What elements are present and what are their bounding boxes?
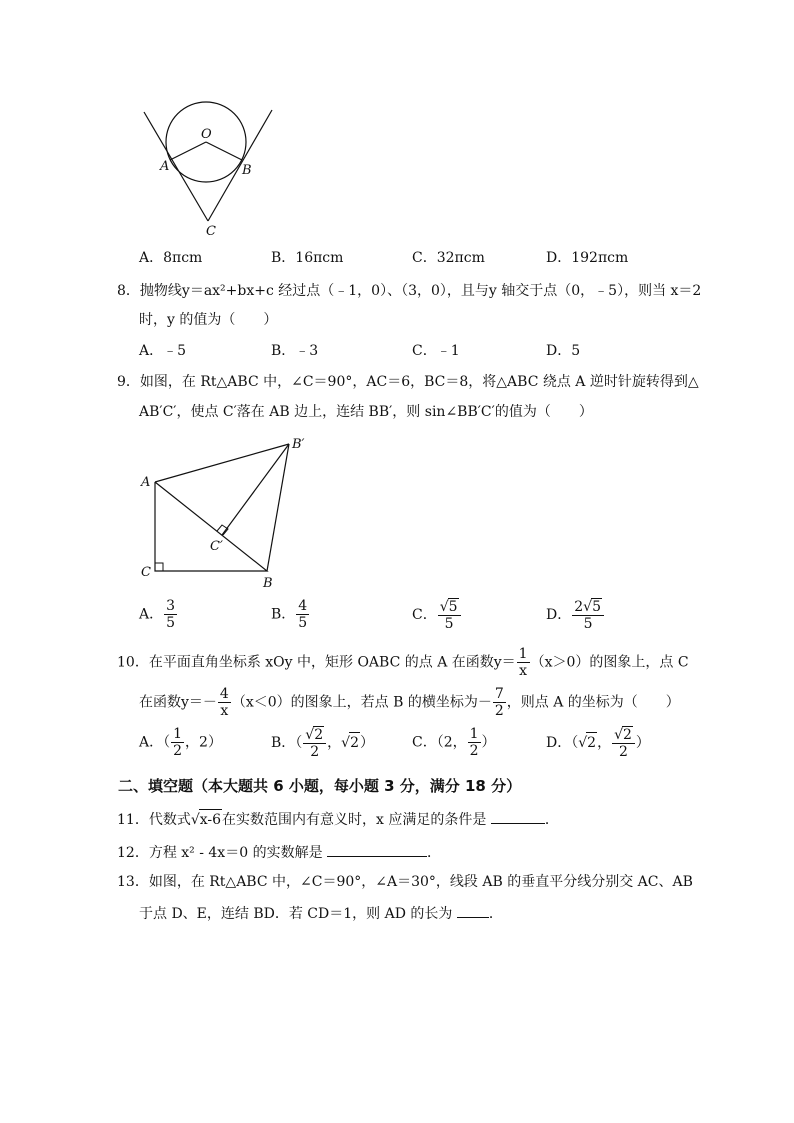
suffix: ） [635,735,650,751]
q10-line1 [117,646,689,679]
q7-option-b[interactable]: B．16πcm [271,250,344,266]
figure-rotated-triangle [135,432,325,597]
q12-end: ． [427,845,442,861]
tangent-right [208,110,272,221]
q11-end: ． [544,812,559,828]
radius-oa [170,142,206,160]
radicand: 2 [586,732,597,753]
fraction [171,726,184,759]
q10-line2 [139,686,680,719]
right-angle-mark-c [155,563,163,571]
coefficient: 2 [574,599,584,615]
q13-line2-text: 于点 D、E，连结 BD．若 CD＝1，则 AD 的长为 [139,906,453,922]
fraction [493,686,506,719]
numerator: 4 [298,598,308,614]
denominator: 2 [494,703,504,719]
numerator: 3 [166,598,176,614]
sqrt-sign-icon: √ [614,727,623,743]
q8-option-a[interactable]: A．﹣5 [139,343,187,359]
fraction [517,646,530,679]
mid: ， [597,735,612,751]
denominator: 2 [310,744,320,760]
q8-option-d[interactable]: D．5 [546,343,581,359]
prefix: C．（2， [412,734,467,751]
prefix: A．（ [139,734,171,751]
q12 [117,842,441,863]
q9-option-b[interactable] [271,598,310,631]
label-a: A [160,159,170,174]
section-2-title: 二、填空题（本大题共 6 小题，每小题 3 分，满分 18 分） [118,777,522,795]
sqrt-sign-icon: √ [305,727,315,743]
q9-option-b-prefix: B． [271,606,296,623]
q11-suffix: 在实数范围内有意义时，x 应满足的条件是 [222,812,487,828]
denominator: 5 [166,615,176,631]
fraction [164,598,177,631]
q8-line1: 8．抛物线y＝ax²+bx+c 经过点（﹣1，0）、（3，0），且与y 轴交于点（0，﹣5），则当 x＝2 [117,283,702,299]
answer-blank[interactable] [491,809,545,824]
prefix: B．（ [271,735,303,751]
denominator: x [519,663,528,679]
numerator [572,598,604,616]
numerator: 1 [469,726,479,742]
numerator: 7 [494,686,504,702]
q9-option-a-prefix: A． [139,606,164,623]
sqrt-sign-icon: √ [583,599,593,615]
suffix: ，2） [185,734,222,751]
answer-blank[interactable] [457,903,489,918]
denominator: 5 [583,616,593,632]
sqrt-sign-icon: √ [439,599,449,615]
radius-ob [206,142,242,160]
radicand: x-6 [199,809,222,830]
radicand: 5 [592,599,601,615]
q7-option-a[interactable]: A．8πcm [139,250,203,266]
q9-option-d[interactable] [546,598,605,632]
radicand: 5 [448,599,458,615]
segment-bb-prime [267,444,289,571]
denominator: 5 [298,615,308,631]
sqrt-sign-icon: √ [190,812,200,828]
q12-text: 12．方程 x² - 4x＝0 的实数解是 [117,845,323,861]
label-c-prime: C′ [210,539,223,554]
fraction [296,598,309,631]
label-a: A [141,475,151,490]
q9-option-d-prefix: D． [546,607,572,623]
numerator: 1 [518,646,528,662]
numerator: 4 [219,686,229,702]
label-b: B [263,576,273,591]
q11-prefix: 11．代数式 [117,812,191,828]
q8-line2: 时，y 的值为（ ） [139,312,278,328]
numerator [612,726,635,744]
label-c: C [141,565,151,580]
figure-circle-tangents [130,100,290,240]
q10-line2-text-b: （x＜0）的图象上，若点 B 的横坐标为－ [231,694,492,711]
fraction [218,686,231,719]
q10-option-c[interactable] [412,726,496,759]
q7-option-c[interactable]: C．32πcm [412,250,485,266]
label-b: B [242,163,252,178]
sqrt-sign-icon: √ [341,735,351,751]
denominator: 2 [469,743,479,759]
fraction [612,726,635,760]
radicand: 2 [349,732,360,753]
denominator: x [220,703,229,719]
segment-ab-prime [155,444,289,482]
suffix: ） [481,734,496,751]
q8-option-c[interactable]: C．﹣1 [412,343,460,359]
q13-end: ． [488,906,503,922]
q9-option-a[interactable] [139,598,178,631]
q9-option-c[interactable] [412,598,462,632]
label-o: O [201,127,212,142]
q13-line2 [139,903,503,924]
q8-option-b[interactable]: B．﹣3 [271,343,319,359]
denominator: 2 [619,744,628,760]
suffix: ） [359,735,374,751]
q10-line2-text-c: ，则点 A 的坐标为（ ） [506,694,680,711]
mid: ， [327,735,342,751]
answer-blank[interactable] [327,842,427,857]
tangent-left [144,112,208,221]
radicand: 2 [314,727,324,743]
numerator [303,726,326,744]
q13-line1: 13．如图，在 Rt△ABC 中，∠C＝90°，∠A＝30°，线段 AB 的垂直平分线分别交 AC、AB [117,874,693,890]
q10-line1-text-a: 10．在平面直角坐标系 xOy 中，矩形 OABC 的点 A 在函数y＝ [117,654,516,671]
q10-option-a[interactable] [139,726,222,759]
denominator: 5 [444,616,454,632]
triangle-abc [155,482,267,571]
sqrt-sign-icon: √ [578,735,588,751]
q9-line2: AB′C′，使点 C′落在 AB 边上，连结 BB′，则 sin∠BB′C′的值为（ ） [139,404,593,420]
label-c: C [206,224,216,239]
q9-line1: 9．如图，在 Rt△ABC 中，∠C＝90°，AC＝6，BC＝8，将△ABC 绕点 A 逆时针旋转得到△ [117,374,699,390]
numerator: 1 [173,726,183,742]
radicand: 2 [623,727,632,743]
q10-option-d[interactable] [546,726,650,760]
fraction [572,598,604,632]
label-b-prime: B′ [292,437,305,452]
denominator: 2 [173,743,183,759]
q10-line2-text-a: 在函数y＝－ [139,694,217,711]
q10-line1-text-b: （x＞0）的图象上，点 C [530,654,689,671]
q7-option-d[interactable]: D．192πcm [546,250,629,266]
prefix: D．（ [546,735,579,751]
fraction [303,726,326,760]
segment-b-prime-c-prime [222,444,289,535]
fraction [438,598,461,632]
q9-option-c-prefix: C． [412,607,437,623]
q10-option-b[interactable] [271,726,374,760]
q11 [117,809,559,830]
fraction [468,726,481,759]
numerator [438,598,461,616]
